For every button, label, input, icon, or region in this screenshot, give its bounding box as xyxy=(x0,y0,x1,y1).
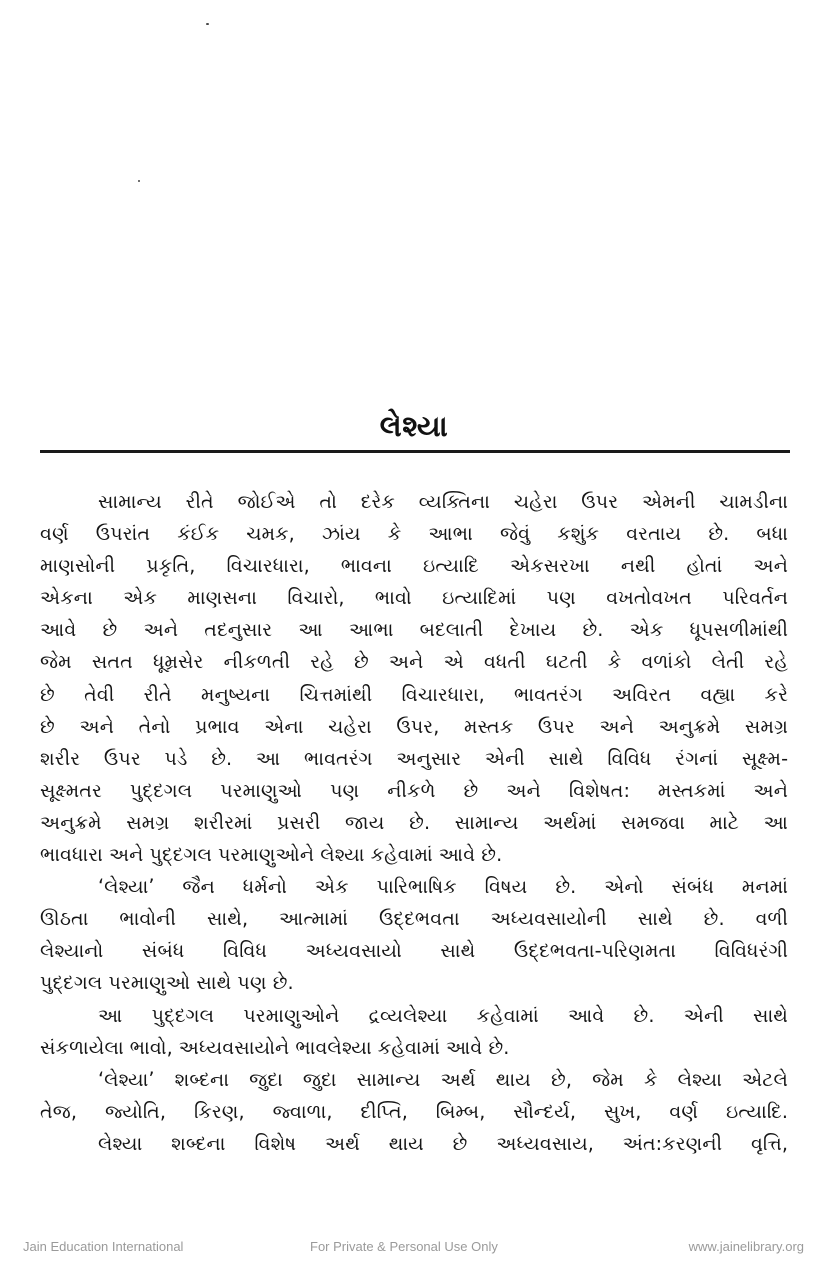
text-line: લેશ્યાનો સંબંધ વિવિધ અધ્યવસાયો સાથે ઉદ્દભવતા-પરિણમતા વિવિધરંગી xyxy=(40,939,788,963)
text-line: ઊઠતા ભાવોની સાથે, આત્મામાં ઉદ્દભવતા અધ્યવસાયોની સાથે છે. વળી xyxy=(40,907,788,931)
scan-speck xyxy=(206,23,209,25)
text-line: ભાવધારા અને પુદ્દગલ પરમાણુઓને લેશ્યા કહેવામાં આવે છે. xyxy=(40,843,503,867)
text-line: સામાન્ય રીતે જોઈએ તો દરેક વ્યક્તિના ચહેરા ઉપર એમની ચામડીના xyxy=(98,490,788,513)
text-line: એકના એક માણસના વિચારો, ભાવો ઇત્યાદિમાં પણ વખતોવખત પરિવર્તન xyxy=(40,586,788,610)
scan-speck xyxy=(138,180,140,182)
text-line: છે તેવી રીતે મનુષ્યના ચિત્તમાંથી વિચારધારા, ભાવતરંગ અવિરત વહ્યા કરે xyxy=(40,682,788,706)
text-line: છે અને તેનો પ્રભાવ એના ચહેરા ઉપર, મસ્તક ઉપર અને અનુક્રમે સમગ્ર xyxy=(40,714,788,738)
chapter-title: લેશ્યા xyxy=(379,409,449,444)
text-line: માણસોની પ્રકૃતિ, વિચારધારા, ભાવના ઇત્યાદિ એકસરખા નથી હોતાં અને xyxy=(40,554,788,578)
text-line: જેમ સતત ધૂમ્રસેર નીકળતી રહે છે અને એ વધતી ઘટતી કે વળાંકો લેતી રહે xyxy=(40,650,788,674)
title-divider xyxy=(40,450,790,453)
text-line: શરીર ઉપર પડે છે. આ ભાવતરંગ અનુસાર એની સાથે વિવિધ રંગનાં સૂક્ષ્મ- xyxy=(40,746,788,770)
text-line: લેશ્યા શબ્દના વિશેષ અર્થ થાય છે અધ્યવસાય, અંત:કરણની વૃત્તિ, xyxy=(98,1131,788,1155)
body-text xyxy=(40,486,788,1160)
footer-publisher: Jain Education International xyxy=(23,1239,184,1254)
text-line: વર્ણ ઉપરાંત કંઈક ચમક, ઝાંય કે આભા જેવું કશુંક વરતાય છે. બધા xyxy=(40,522,788,546)
text-line: ‘લેશ્યા’ શબ્દના જુદા જુદા સામાન્ય અર્થ થાય છે, જેમ કે લેશ્યા એટલે xyxy=(98,1067,788,1091)
text-line: સૂક્ષ્મતર પુદ્દગલ પરમાણુઓ પણ નીકળે છે અને વિશેષત: મસ્તકમાં અને xyxy=(40,778,788,802)
footer-website-link[interactable]: www.jainelibrary.org xyxy=(688,1239,804,1254)
text-line: તેજ, જ્યોતિ, કિરણ, જ્વાળા, દીપ્તિ, બિમ્બ, સૌન્દર્ય, સુખ, વર્ણ ઇત્યાદિ. xyxy=(40,1099,788,1123)
text-line: અનુક્રમે સમગ્ર શરીરમાં પ્રસરી જાય છે. સામાન્ય અર્થમાં સમજવા માટે આ xyxy=(40,810,788,834)
text-line: સંકળાયેલા ભાવો, અધ્યવસાયોને ભાવલેશ્યા કહેવામાં આવે છે. xyxy=(40,1035,510,1059)
footer-usage-note: For Private & Personal Use Only xyxy=(310,1239,498,1254)
page-footer xyxy=(0,1239,828,1259)
text-line: પુદ્દગલ પરમાણુઓ સાથે પણ છે. xyxy=(40,971,294,995)
text-line: આ પુદ્દગલ પરમાણુઓને દ્રવ્યલેશ્યા કહેવામાં આવે છે. એની સાથે xyxy=(98,1003,788,1027)
text-line: ‘લેશ્યા’ જૈન ધર્મનો એક પારિભાષિક વિષય છે. એનો સંબંધ મનમાં xyxy=(98,875,788,899)
text-line: આવે છે અને તદનુસાર આ આભા બદલાતી દેખાય છે. એક ધૂપસળીમાંથી xyxy=(40,618,788,642)
